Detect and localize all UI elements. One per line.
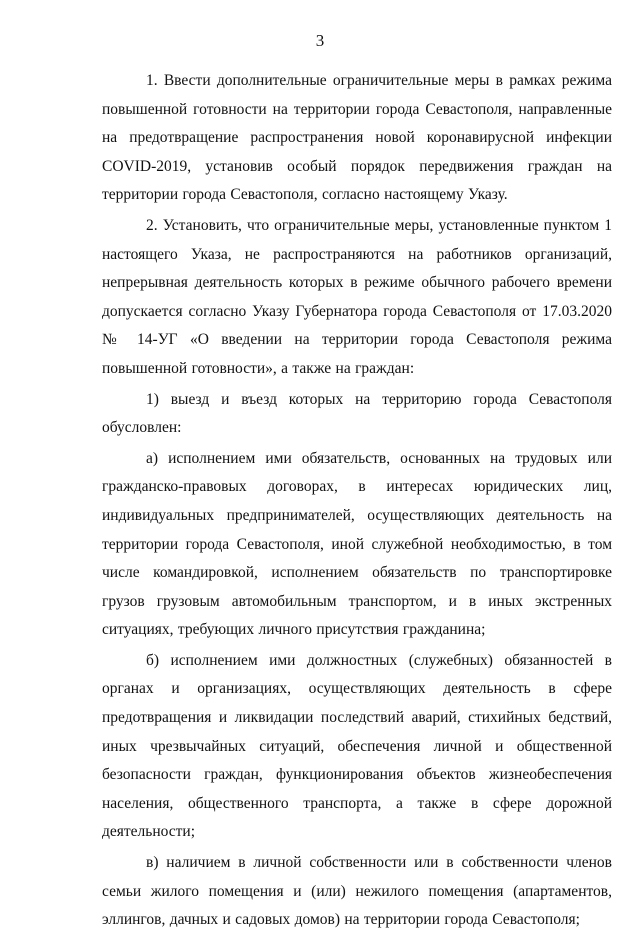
paragraph-item-2: 2. Установить, что ограничительные меры, установленные пунктом 1 настоящего Указа, не распространяются на работников организаций, непрерывная деятельность которых в режиме обычного рабочего времени допускается согласно Указу Губернатора города Севастополя от 17.03.2020 № 14-УГ «О введении на территории города Севастополя режима повышенной готовности», а также на граждан: [102, 216, 612, 377]
subparagraph-1: 1) выезд и въезд которых на территорию города Севастополя обусловлен: [102, 390, 612, 437]
subparagraph-a: а) исполнением ими обязательств, основанных на трудовых или гражданско-правовых договорах, в интересах юридических лиц, индивидуальных предпринимателей, осуществляющих деятельность на территории города Севастополя, иной служебной необходимостью, в том числе командировкой, исполнением обязательств по транспортировке грузов грузовым автомобильным транспортом, и в иных экстренных ситуациях, требующих личного присутствия гражданина; [102, 449, 612, 639]
subparagraph-v: в) наличием в личной собственности или в собственности членов семьи жилого помещения и (или) нежилого помещения (апартаментов, эллингов, дачных и садовых домов) на территории города Севастополя; [102, 854, 612, 929]
document-body [102, 67, 612, 937]
page-number: 3 [315, 31, 325, 50]
paragraph-item-1: 1. Ввести дополнительные ограничительные меры в рамках режима повышенной готовности на территории города Севастополя, направленные на предотвращение распространения новой коронавирусной инфекции COVID-2019, установив особый порядок передвижения граждан на территории города Севастополя, согласно настоящему Указу. [102, 72, 612, 204]
subparagraph-b: б) исполнением ими должностных (служебных) обязанностей в органах и организациях, осуществляющих деятельность в сфере предотвращения и ликвидации последствий аварий, стихийных бедствий, иных чрезвычайных ситуаций, обеспечения личной и общественной безопасности граждан, функционирования объектов жизнеобеспечения населения, общественного транспорта, а также в сфере дорожной деятельности; [102, 651, 612, 841]
